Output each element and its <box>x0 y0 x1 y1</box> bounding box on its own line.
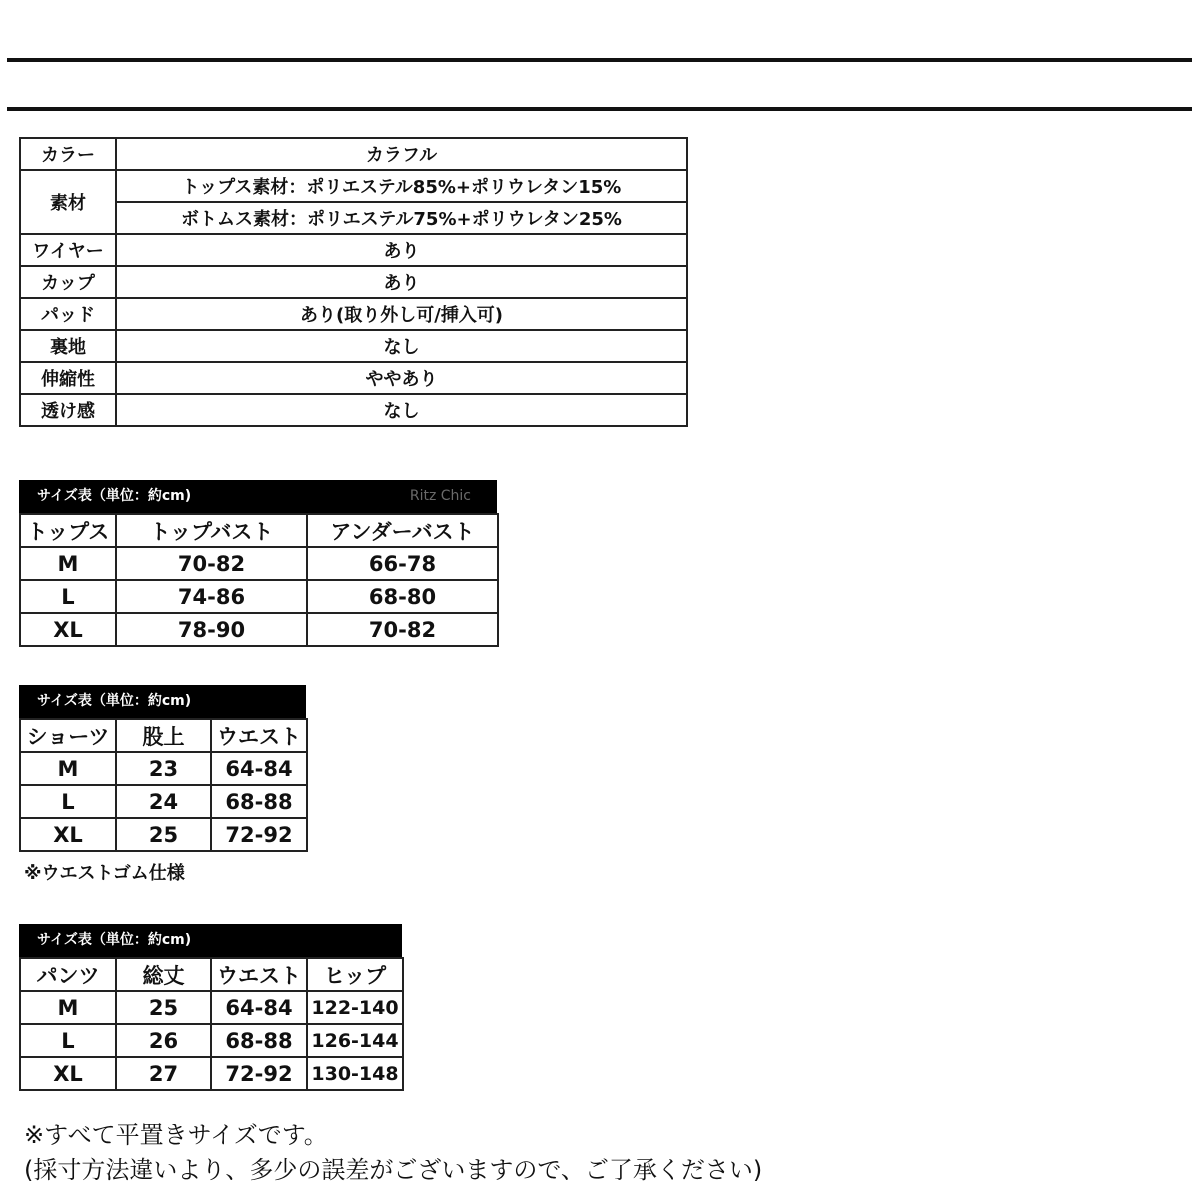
column-header: ショーツ <box>20 719 116 752</box>
size-cell: M <box>20 752 116 785</box>
table-header-row <box>20 719 307 752</box>
table-cell: 68-88 <box>211 1024 307 1057</box>
table-cell: 122-140 <box>307 991 403 1024</box>
spec-label: 裏地 <box>20 330 116 362</box>
size-cell: XL <box>20 613 116 646</box>
table-row <box>20 752 307 785</box>
column-header: ウエスト <box>211 958 307 991</box>
table-cell: 66-78 <box>307 547 498 580</box>
column-header: ヒップ <box>307 958 403 991</box>
spec-row-pad <box>20 298 687 330</box>
spec-row-sheer <box>20 394 687 426</box>
table-row <box>20 818 307 851</box>
spec-value: なし <box>116 394 687 426</box>
spec-row-wire <box>20 234 687 266</box>
table-cell: 25 <box>116 991 211 1024</box>
size-cell: L <box>20 1024 116 1057</box>
size-cell: L <box>20 785 116 818</box>
table-cell: 74-86 <box>116 580 307 613</box>
spec-value: カラフル <box>116 138 687 170</box>
spec-row-material-bottoms <box>20 202 687 234</box>
column-header: トップバスト <box>116 514 307 547</box>
table-row <box>20 580 498 613</box>
spec-value: なし <box>116 330 687 362</box>
table-cell: 26 <box>116 1024 211 1057</box>
table-cell: 126-144 <box>307 1024 403 1057</box>
spec-label: パッド <box>20 298 116 330</box>
spec-label: カラー <box>20 138 116 170</box>
size-header-title: サイズ表（単位：約cm) <box>37 488 192 504</box>
column-header: パンツ <box>20 958 116 991</box>
top-rule-1 <box>7 58 1192 62</box>
footer-note-2: (採寸方法違いより、多少の誤差がございますので、ご了承ください) <box>24 1156 763 1184</box>
size-cell: M <box>20 991 116 1024</box>
tops-size-header <box>19 480 497 513</box>
spec-value: あり <box>116 234 687 266</box>
size-cell: L <box>20 580 116 613</box>
table-header-row <box>20 514 498 547</box>
table-row <box>20 1057 403 1090</box>
table-cell: 64-84 <box>211 991 307 1024</box>
footer-note-1: ※すべて平置きサイズです。 <box>24 1121 328 1149</box>
brand-watermark: Ritz Chic <box>409 488 471 504</box>
spec-value: トップス素材：ポリエステル85%+ポリウレタン15% <box>116 170 687 202</box>
top-rule-2 <box>7 107 1192 111</box>
table-row <box>20 547 498 580</box>
size-header-title: サイズ表（単位：約cm) <box>37 932 192 948</box>
shorts-size-table <box>19 718 308 852</box>
spec-value: あり <box>116 266 687 298</box>
spec-label: 透け感 <box>20 394 116 426</box>
size-cell: XL <box>20 1057 116 1090</box>
table-cell: 27 <box>116 1057 211 1090</box>
size-cell: XL <box>20 818 116 851</box>
spec-label: 伸縮性 <box>20 362 116 394</box>
table-cell: 72-92 <box>211 1057 307 1090</box>
table-cell: 23 <box>116 752 211 785</box>
tops-size-table <box>19 513 499 647</box>
spec-row-lining <box>20 330 687 362</box>
table-cell: 78-90 <box>116 613 307 646</box>
spec-row-color <box>20 138 687 170</box>
shorts-note: ※ウエストゴム仕様 <box>24 863 185 884</box>
column-header: ウエスト <box>211 719 307 752</box>
table-row <box>20 785 307 818</box>
spec-row-stretch <box>20 362 687 394</box>
table-cell: 70-82 <box>307 613 498 646</box>
table-row <box>20 613 498 646</box>
spec-row-cup <box>20 266 687 298</box>
spec-value: ややあり <box>116 362 687 394</box>
spec-label: 素材 <box>20 170 116 234</box>
column-header: 総丈 <box>116 958 211 991</box>
table-cell: 72-92 <box>211 818 307 851</box>
spec-label: カップ <box>20 266 116 298</box>
table-header-row <box>20 958 403 991</box>
table-cell: 70-82 <box>116 547 307 580</box>
table-row <box>20 991 403 1024</box>
spec-row-material-tops <box>20 170 687 202</box>
table-cell: 64-84 <box>211 752 307 785</box>
table-cell: 68-80 <box>307 580 498 613</box>
spec-value: あり(取り外し可/挿入可) <box>116 298 687 330</box>
size-cell: M <box>20 547 116 580</box>
spec-value: ボトムス素材：ポリエステル75%+ポリウレタン25% <box>116 202 687 234</box>
table-row <box>20 1024 403 1057</box>
spec-label: ワイヤー <box>20 234 116 266</box>
table-cell: 25 <box>116 818 211 851</box>
table-cell: 68-88 <box>211 785 307 818</box>
column-header: 股上 <box>116 719 211 752</box>
shorts-size-header <box>19 685 306 718</box>
table-cell: 24 <box>116 785 211 818</box>
pants-size-table <box>19 957 404 1091</box>
pants-size-header <box>19 924 402 957</box>
spec-table <box>19 137 688 427</box>
size-header-title: サイズ表（単位：約cm) <box>37 693 192 709</box>
column-header: アンダーバスト <box>307 514 498 547</box>
column-header: トップス <box>20 514 116 547</box>
table-cell: 130-148 <box>307 1057 403 1090</box>
